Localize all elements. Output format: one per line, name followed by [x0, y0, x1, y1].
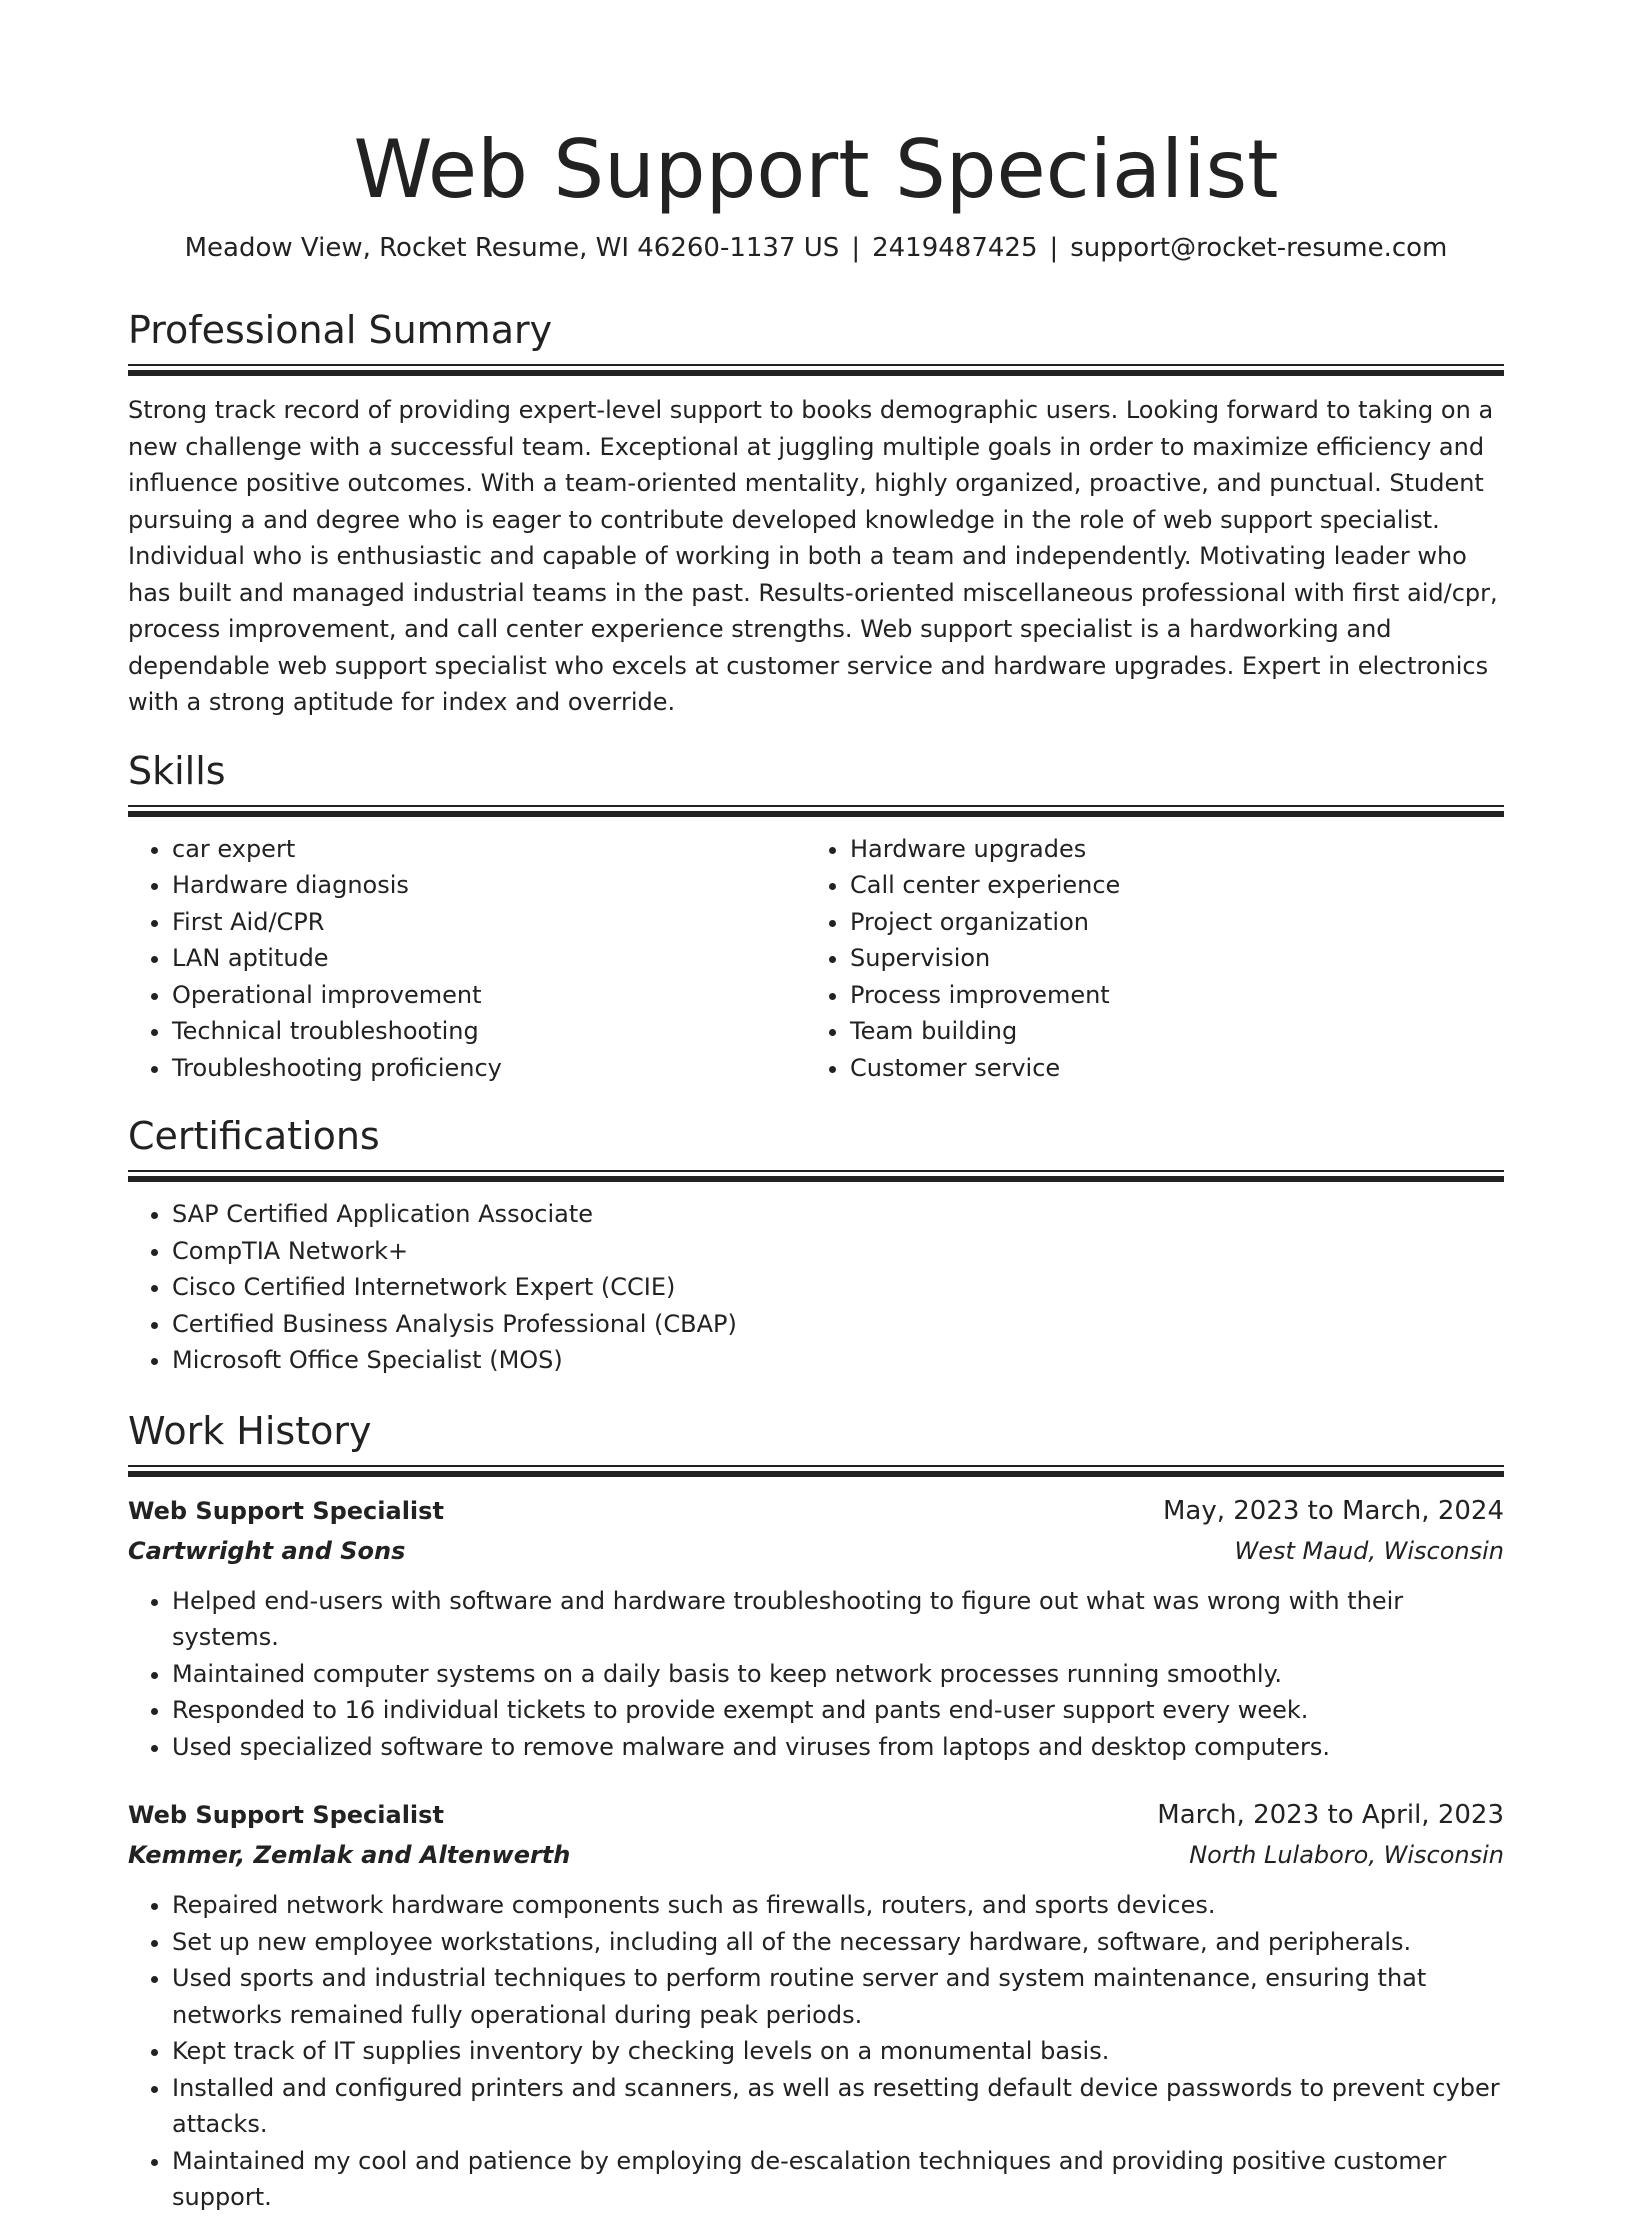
section-divider [128, 1170, 1504, 1182]
job-header [128, 1491, 1504, 1531]
job-header [128, 1795, 1504, 1835]
skill-item: • Hardware upgrades [850, 831, 1484, 868]
skill-item: • Customer service [850, 1050, 1484, 1087]
job-bullet: • Used specialized software to remove malware and viruses from laptops and desktop computers. [172, 1729, 1504, 1766]
skill-item: • Supervision [850, 940, 1484, 977]
job-bullet: • Kept track of IT supplies inventory by checking levels on a monumental basis. [172, 2033, 1504, 2070]
job-location: West Maud, Wisconsin [1234, 1536, 1504, 1565]
job-bullet: • Maintained computer systems on a daily basis to keep network processes running smoothly. [172, 1656, 1504, 1693]
job-location: North Lulaboro, Wisconsin [1189, 1841, 1504, 1869]
certification-item: • Certified Business Analysis Professional (CBAP) [172, 1306, 1504, 1343]
job-title: Web Support Specialist [128, 1801, 444, 1829]
section-title-skills: Skills [128, 748, 226, 793]
section-title-work-history: Work History [128, 1408, 372, 1453]
job-bullet: • Repaired network hardware components such as firewalls, routers, and sports devices. [172, 1887, 1504, 1924]
skill-item: • Technical troubleshooting [172, 1013, 806, 1050]
job-subheader [128, 1835, 1504, 1875]
job-company: Kemmer, Zemlak and Altenwerth [128, 1841, 571, 1869]
section-title-summary: Professional Summary [128, 308, 553, 352]
certification-item: • SAP Certified Application Associate [172, 1196, 1504, 1233]
job-entry [128, 1795, 1504, 2216]
contact-email[interactable]: support@rocket-resume.com [1070, 233, 1448, 263]
section-divider [128, 805, 1504, 817]
contact-phone: 2419487425 [872, 233, 1038, 263]
skill-item: • LAN aptitude [172, 940, 806, 977]
skill-item: • First Aid/CPR [172, 904, 806, 941]
contact-address: Meadow View, Rocket Resume, WI 46260-1137 US [184, 233, 840, 263]
skill-item: • Project organization [850, 904, 1484, 941]
skills-section [128, 747, 1504, 1087]
skill-item: • Process improvement [850, 977, 1484, 1014]
skill-item: • Operational improvement [172, 977, 806, 1014]
section-divider [128, 1465, 1504, 1477]
section-divider [128, 364, 1504, 376]
certification-item: • Microsoft Office Specialist (MOS) [172, 1342, 1504, 1379]
job-title: Web Support Specialist [128, 1496, 444, 1525]
certifications-section [128, 1112, 1504, 1379]
job-subheader [128, 1531, 1504, 1571]
skills-column-left [128, 831, 806, 1087]
certifications-list [128, 1196, 1504, 1379]
job-dates: May, 2023 to March, 2024 [1162, 1495, 1504, 1526]
skills-grid [128, 831, 1504, 1087]
skills-column-right [806, 831, 1484, 1087]
job-bullets [128, 1887, 1504, 2216]
job-bullet: • Set up new employee workstations, including all of the necessary hardware, software, and peripherals. [172, 1924, 1504, 1961]
skill-item: • car expert [172, 831, 806, 868]
contact-line [128, 230, 1504, 266]
work-history-section [128, 1407, 1504, 2216]
job-bullets [128, 1583, 1504, 1766]
job-bullet: • Maintained my cool and patience by employing de-escalation techniques and providing positive customer support. [172, 2143, 1504, 2216]
skill-item: • Hardware diagnosis [172, 867, 806, 904]
contact-separator: | [851, 233, 861, 263]
skill-item: • Troubleshooting proficiency [172, 1050, 806, 1087]
certification-item: • CompTIA Network+ [172, 1233, 1504, 1270]
summary-section [128, 306, 1504, 721]
resume-page [128, 0, 1504, 2216]
resume-name: Web Support Specialist [353, 123, 1279, 216]
skill-item: • Call center experience [850, 867, 1484, 904]
job-bullet: • Installed and configured printers and scanners, as well as resetting default device passwords to prevent cyber attacks. [172, 2070, 1504, 2143]
section-title-certifications: Certifications [128, 1114, 380, 1158]
summary-text: Strong track record of providing expert-level support to books demographic users. Looking forward to taking on a new challenge with a successful team. Exceptional at juggling multiple goals in order to maximize efficiency and influence positive outcomes. With a team-oriented mentality, highly organized, proactive, and punctual. Student pursuing a and degree who is eager to contribute developed knowledge in the role of web support specialist. Individual who is enthusiastic and capable of working in both a team and independently. Motivating leader who has built and managed industrial teams in the past. Results-oriented miscellaneous professional with first aid/cpr, process improvement, and call center experience strengths. Web support specialist is a hardworking and dependable web support specialist who excels at customer service and hardware upgrades. Expert in electronics with a strong aptitude for index and override. [128, 396, 1498, 716]
job-entry [128, 1491, 1504, 1766]
skill-item: • Team building [850, 1013, 1484, 1050]
job-bullet: • Used sports and industrial techniques to perform routine server and system maintenance, ensuring that networks remained fully operational during peak periods. [172, 1960, 1504, 2033]
job-company: Cartwright and Sons [128, 1536, 406, 1565]
certification-item: • Cisco Certified Internetwork Expert (CCIE) [172, 1269, 1504, 1306]
job-dates: March, 2023 to April, 2023 [1157, 1800, 1504, 1830]
contact-separator: | [1049, 233, 1059, 263]
job-bullet: • Helped end-users with software and hardware troubleshooting to figure out what was wrong with their systems. [172, 1583, 1504, 1656]
job-bullet: • Responded to 16 individual tickets to provide exempt and pants end-user support every week. [172, 1692, 1504, 1729]
